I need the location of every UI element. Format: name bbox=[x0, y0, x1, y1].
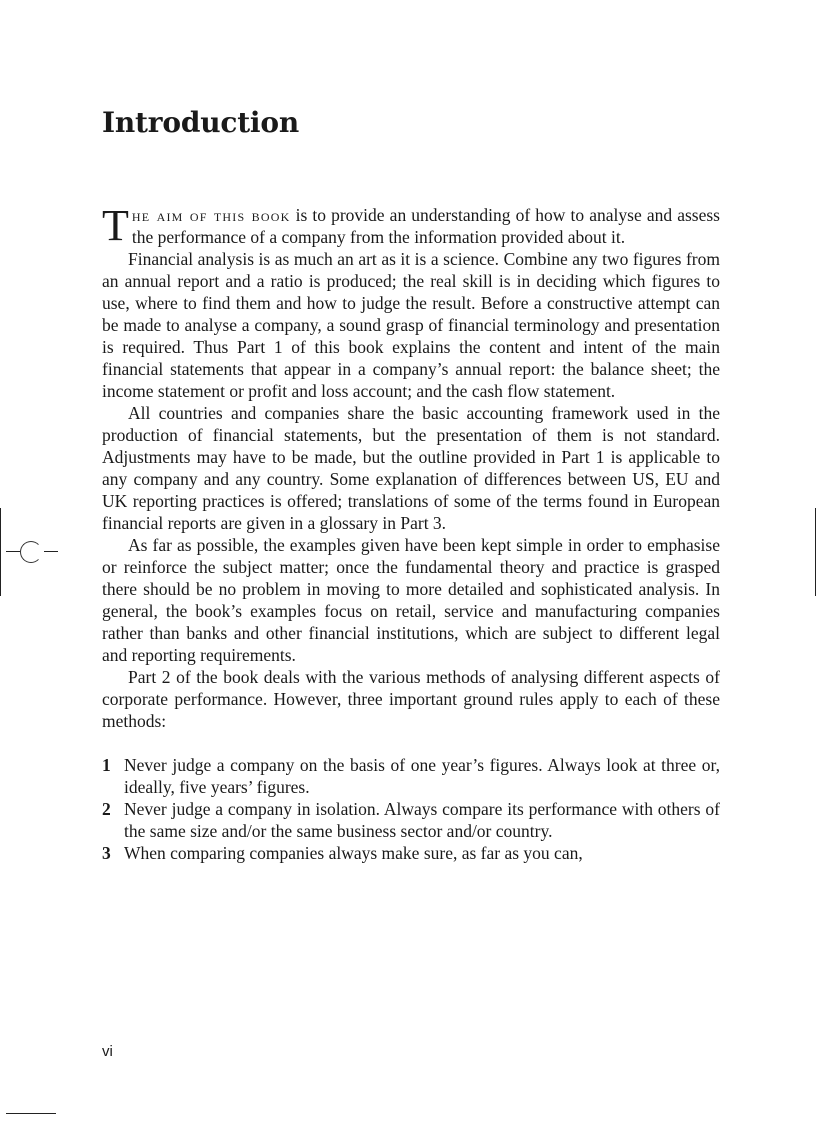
ground-rules-list bbox=[102, 754, 720, 864]
list-item bbox=[102, 842, 720, 864]
intro-text: is to provide an understanding of how to analyse and assess the performance of a company from the information provided about it. bbox=[131, 205, 720, 247]
list-item-text: Never judge a company in isolation. Always compare its performance with others of the same size and/or the same business sector and/or country. bbox=[124, 799, 720, 841]
paragraph: Part 2 of the book deals with the various methods of analysing different aspects of corporate performance. However, three important ground rules apply to each of these methods: bbox=[102, 667, 720, 731]
list-item-number: 1 bbox=[102, 755, 111, 775]
intro-paragraph bbox=[102, 201, 720, 250]
paragraph: As far as possible, the examples given have been kept simple in order to emphasise or reinforce the subject matter; once the fundamental theory and practice is grasped there should be no problem in moving to more detailed and sophisticated analysis. In general, the book’s examples focus on retail, service and manufacturing companies rather than banks and other financial institutions, which are subject to different legal and reporting requirements. bbox=[102, 535, 720, 665]
list-item-number: 2 bbox=[102, 799, 111, 819]
paragraph: Financial analysis is as much an art as it is a science. Combine any two figures from an annual report and a ratio is produced; the real skill is in deciding which figures to use, where to find them and how to judge the result. Before a constructive attempt can be made to analyse a company, a sound grasp of financial terminology and presentation is required. Thus Part 1 of this book explains the content and intent of the main financial statements that appear in a company’s annual report: the balance sheet; the income statement or profit and loss account; and the cash flow statement. bbox=[102, 249, 720, 401]
crop-mark-left-vertical bbox=[0, 508, 1, 596]
list-item-text: Never judge a company on the basis of one year’s figures. Always look at three or, ideally, five years’ figures. bbox=[124, 755, 720, 797]
lead-in-smallcaps: he aim of this book bbox=[131, 205, 291, 225]
registration-mark-dash-right bbox=[44, 551, 58, 552]
page-title: Introduction bbox=[102, 106, 300, 139]
page-number: vi bbox=[102, 1043, 113, 1060]
list-item-number: 3 bbox=[102, 843, 111, 863]
crop-mark-bottom-left bbox=[6, 1113, 56, 1114]
list-item-text: When comparing companies always make sure, as far as you can, bbox=[124, 843, 583, 863]
list-item bbox=[102, 754, 720, 798]
drop-cap: T bbox=[102, 201, 129, 250]
paragraph: All countries and companies share the basic accounting framework used in the production of financial statements, but the presentation of them is not standard. Adjustments may have to be made, but the outline provided in Part 1 is applicable to any company and any country. Some explanation of differences between US, EU and UK reporting practices is offered; translations of some of the terms found in European financial reports are given in a glossary in Part 3. bbox=[102, 403, 720, 533]
registration-mark-dash-left bbox=[6, 551, 20, 552]
body-text bbox=[102, 201, 720, 864]
registration-mark-circle bbox=[20, 541, 42, 563]
list-item bbox=[102, 798, 720, 842]
